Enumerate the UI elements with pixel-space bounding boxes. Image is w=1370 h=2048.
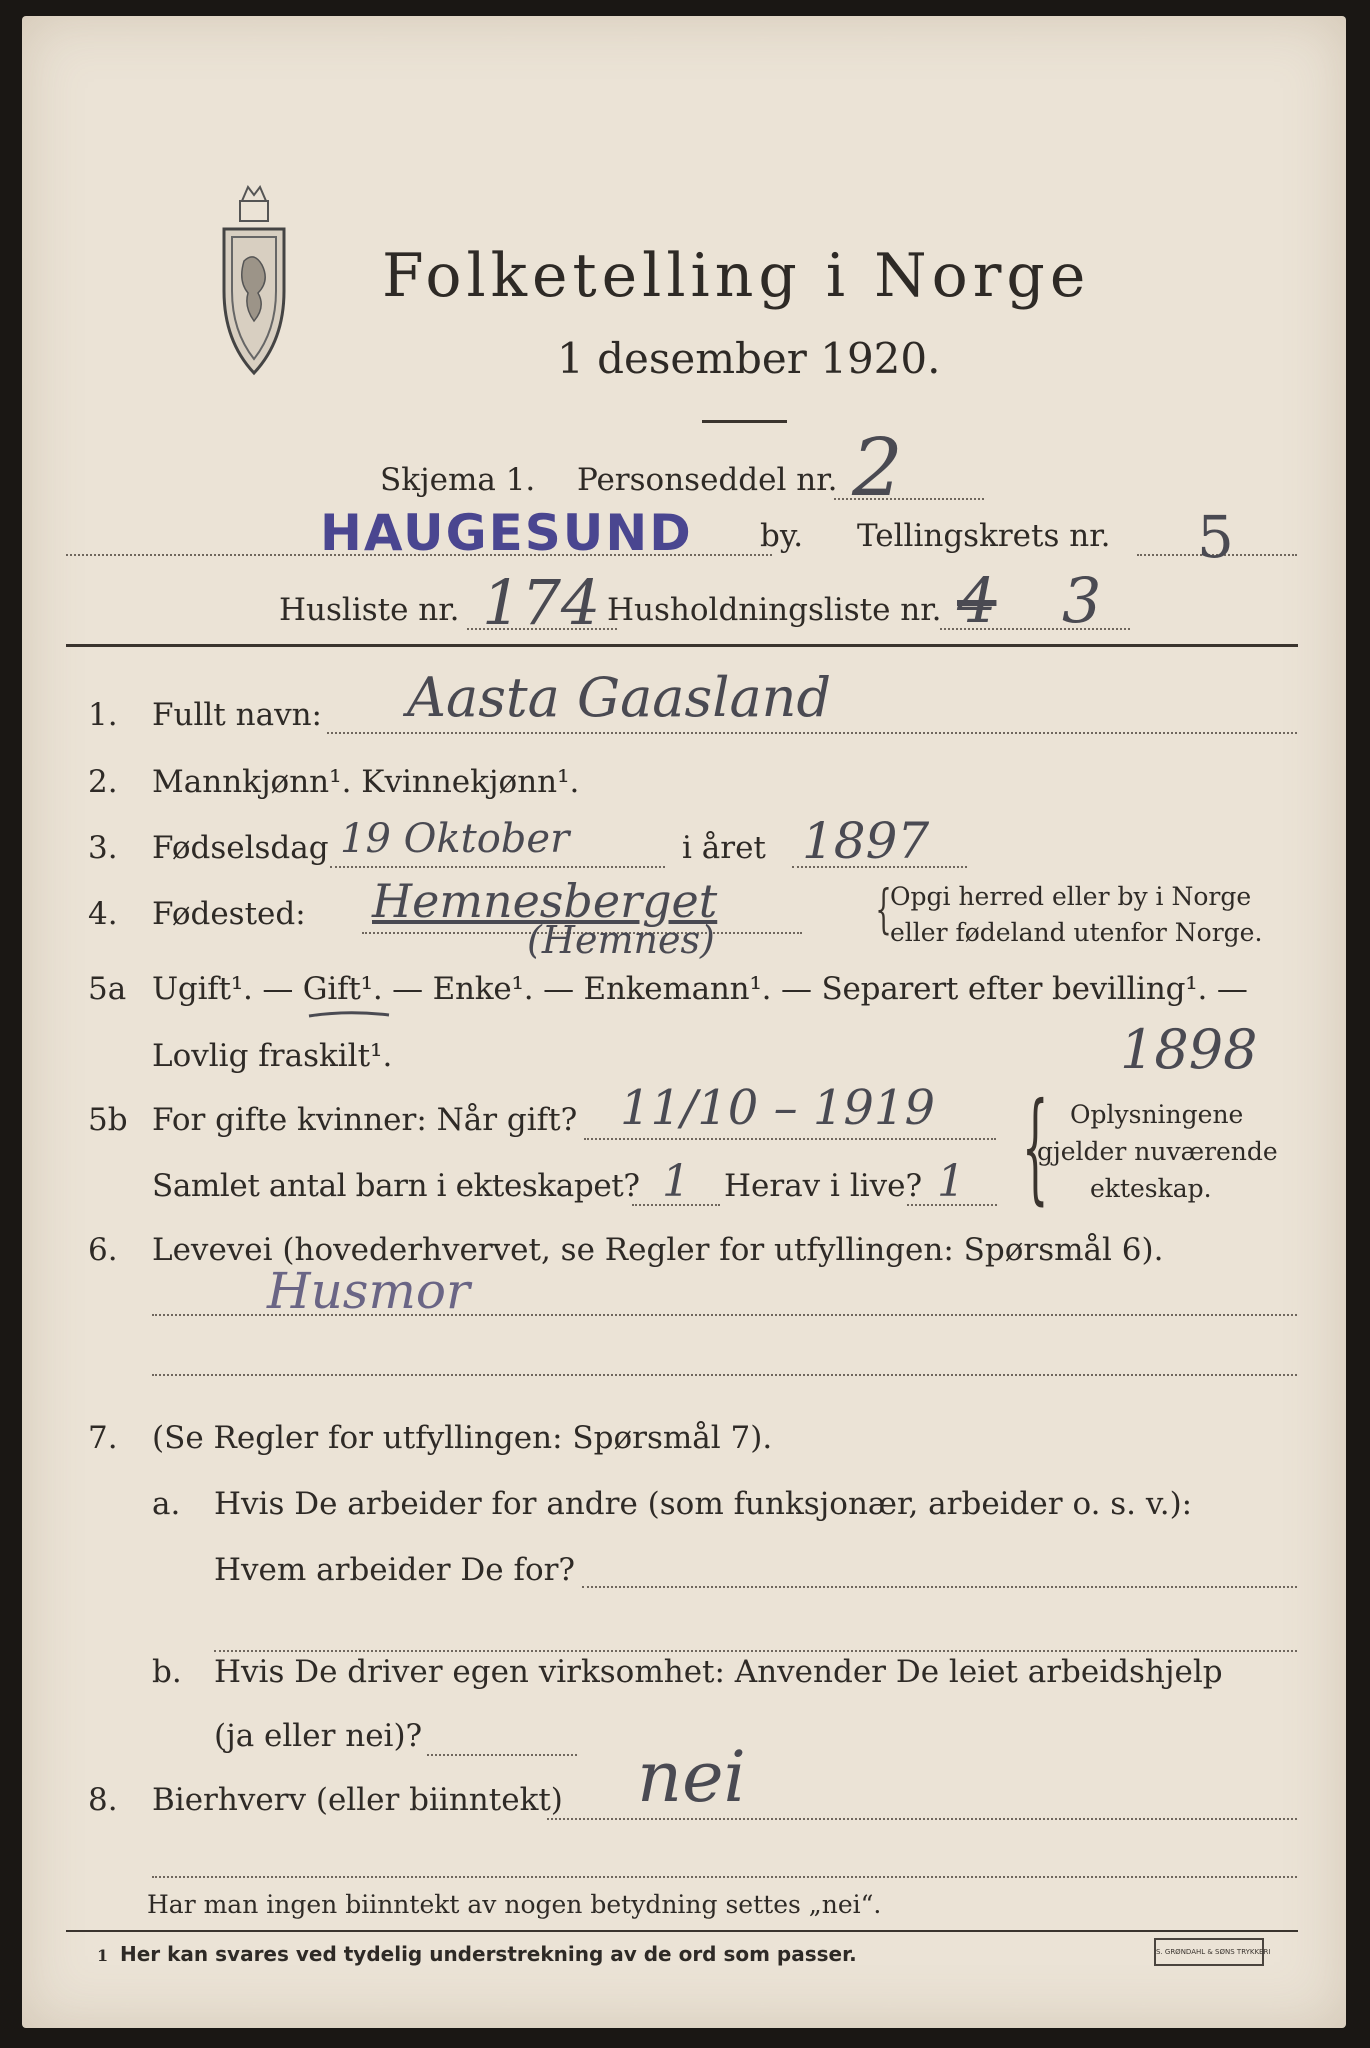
husholdning-label: Husholdningsliste nr. <box>607 592 942 628</box>
q8-label: Bierhverv (eller biinntekt) <box>152 1782 563 1818</box>
q7b-letter: b. <box>152 1654 182 1690</box>
tellingskrets-label: Tellingskrets nr. <box>857 518 1111 554</box>
personseddel-label: Personseddel nr. <box>577 462 838 498</box>
q3-number: 3. <box>88 830 118 866</box>
q7a-line2: Hvem arbeider De for? <box>214 1552 576 1588</box>
q5b-number: 5b <box>88 1102 128 1138</box>
husliste-value: 174 <box>482 566 601 639</box>
footer-note: Har man ingen biinntekt av nogen betydning settes „nei“. <box>147 1890 882 1919</box>
q6-number: 6. <box>88 1232 118 1268</box>
q5b-line1-label: For gifte kvinner: Når gift? <box>152 1102 578 1138</box>
husliste-label: Husliste nr. <box>279 592 460 628</box>
q5b-note-line2: gjelder nuværende <box>1037 1137 1278 1166</box>
q7a-line1: Hvis De arbeider for andre (som funksjonær, arbeider o. s. v.): <box>214 1486 1193 1522</box>
q4-answer: Hemnesberget <box>372 874 718 928</box>
q2-label: Mannkjønn¹. Kvinnekjønn¹. <box>152 764 580 800</box>
q5b-note-line3: ekteskap. <box>1090 1174 1212 1203</box>
header-separator <box>66 644 1298 647</box>
footnote: Her kan svares ved tydelig understrekning av de ord som passer. <box>120 1942 857 1966</box>
footer-separator <box>66 1930 1298 1932</box>
q4-brace: { <box>875 880 892 940</box>
q2-number: 2. <box>88 764 118 800</box>
divider <box>702 420 787 423</box>
q5b-line1-answer: 11/10 – 1919 <box>620 1080 935 1136</box>
q8-number: 8. <box>88 1782 118 1818</box>
form-date: 1 desember 1920. <box>557 334 941 383</box>
q6-answer: Husmor <box>267 1262 470 1320</box>
coat-of-arms-icon <box>214 181 294 381</box>
q7b-line2: (ja eller nei)? <box>214 1718 423 1754</box>
q4-answer-note: (Hemnes) <box>527 918 715 962</box>
q3-answer-day: 19 Oktober <box>340 816 570 862</box>
q6-label: Levevei (hovederhvervet, se Regler for utfyllingen: Spørsmål 6). <box>152 1232 1164 1268</box>
q3-year-label: i året <box>682 830 766 866</box>
q5a-line1: Ugift¹. — Gift¹. — Enke¹. — Enkemann¹. — Separert efter bevilling¹. — <box>152 971 1248 1007</box>
q5b-note-line1: Oplysningene <box>1070 1100 1244 1129</box>
q7b-line1: Hvis De driver egen virksomhet: Anvender De leiet arbeidshjelp <box>214 1654 1223 1690</box>
q3-answer-year: 1897 <box>802 812 930 870</box>
city-stamp: HAUGESUND <box>320 504 693 562</box>
printer-label: S. GRØNDAHL & SØNS TRYKKERI <box>1156 1948 1271 1956</box>
q5b-herav-answer: 1 <box>937 1156 965 1207</box>
q5a-line2: Lovlig fraskilt¹. <box>152 1038 393 1074</box>
gift-underline <box>307 1008 392 1022</box>
q4-note-line2: eller fødeland utenfor Norge. <box>890 918 1263 947</box>
q1-label: Fullt navn: <box>152 697 322 733</box>
q5b-line2-label: Samlet antal barn i ekteskapet? <box>152 1168 640 1204</box>
q7-number: 7. <box>88 1420 118 1456</box>
q1-answer: Aasta Gaasland <box>407 666 832 729</box>
q7-label: (Se Regler for utfyllingen: Spørsmål 7). <box>152 1420 773 1456</box>
form-title: Folketelling i Norge <box>382 241 1091 311</box>
q7a-letter: a. <box>152 1486 181 1522</box>
q4-label: Fødested: <box>152 896 306 932</box>
q3-label: Fødselsdag <box>152 830 329 866</box>
q5a-annotation: 1898 <box>1120 1018 1258 1081</box>
census-form <box>22 16 1346 2028</box>
tellingskrets-value: 5 <box>1197 503 1234 571</box>
schema-label: Skjema 1. <box>380 462 536 498</box>
q5b-brace: { <box>1021 1078 1049 1217</box>
q5b-herav-label: Herav i live? <box>724 1168 923 1204</box>
husholdning-value-struck: 4 <box>957 564 997 637</box>
personseddel-value: 2 <box>852 421 903 514</box>
by-label: by. <box>760 518 804 554</box>
husholdning-value: 3 <box>1062 564 1102 637</box>
printer-mark <box>1154 1938 1271 1966</box>
q5b-line2-answer: 1 <box>662 1156 690 1207</box>
q4-note-line1: Opgi herred eller by i Norge <box>890 882 1252 911</box>
q8-answer: nei <box>637 1736 746 1818</box>
q1-number: 1. <box>88 697 118 733</box>
q4-number: 4. <box>88 896 118 932</box>
q5a-number: 5a <box>88 971 127 1007</box>
footnote-mark: 1 <box>97 1946 109 1965</box>
